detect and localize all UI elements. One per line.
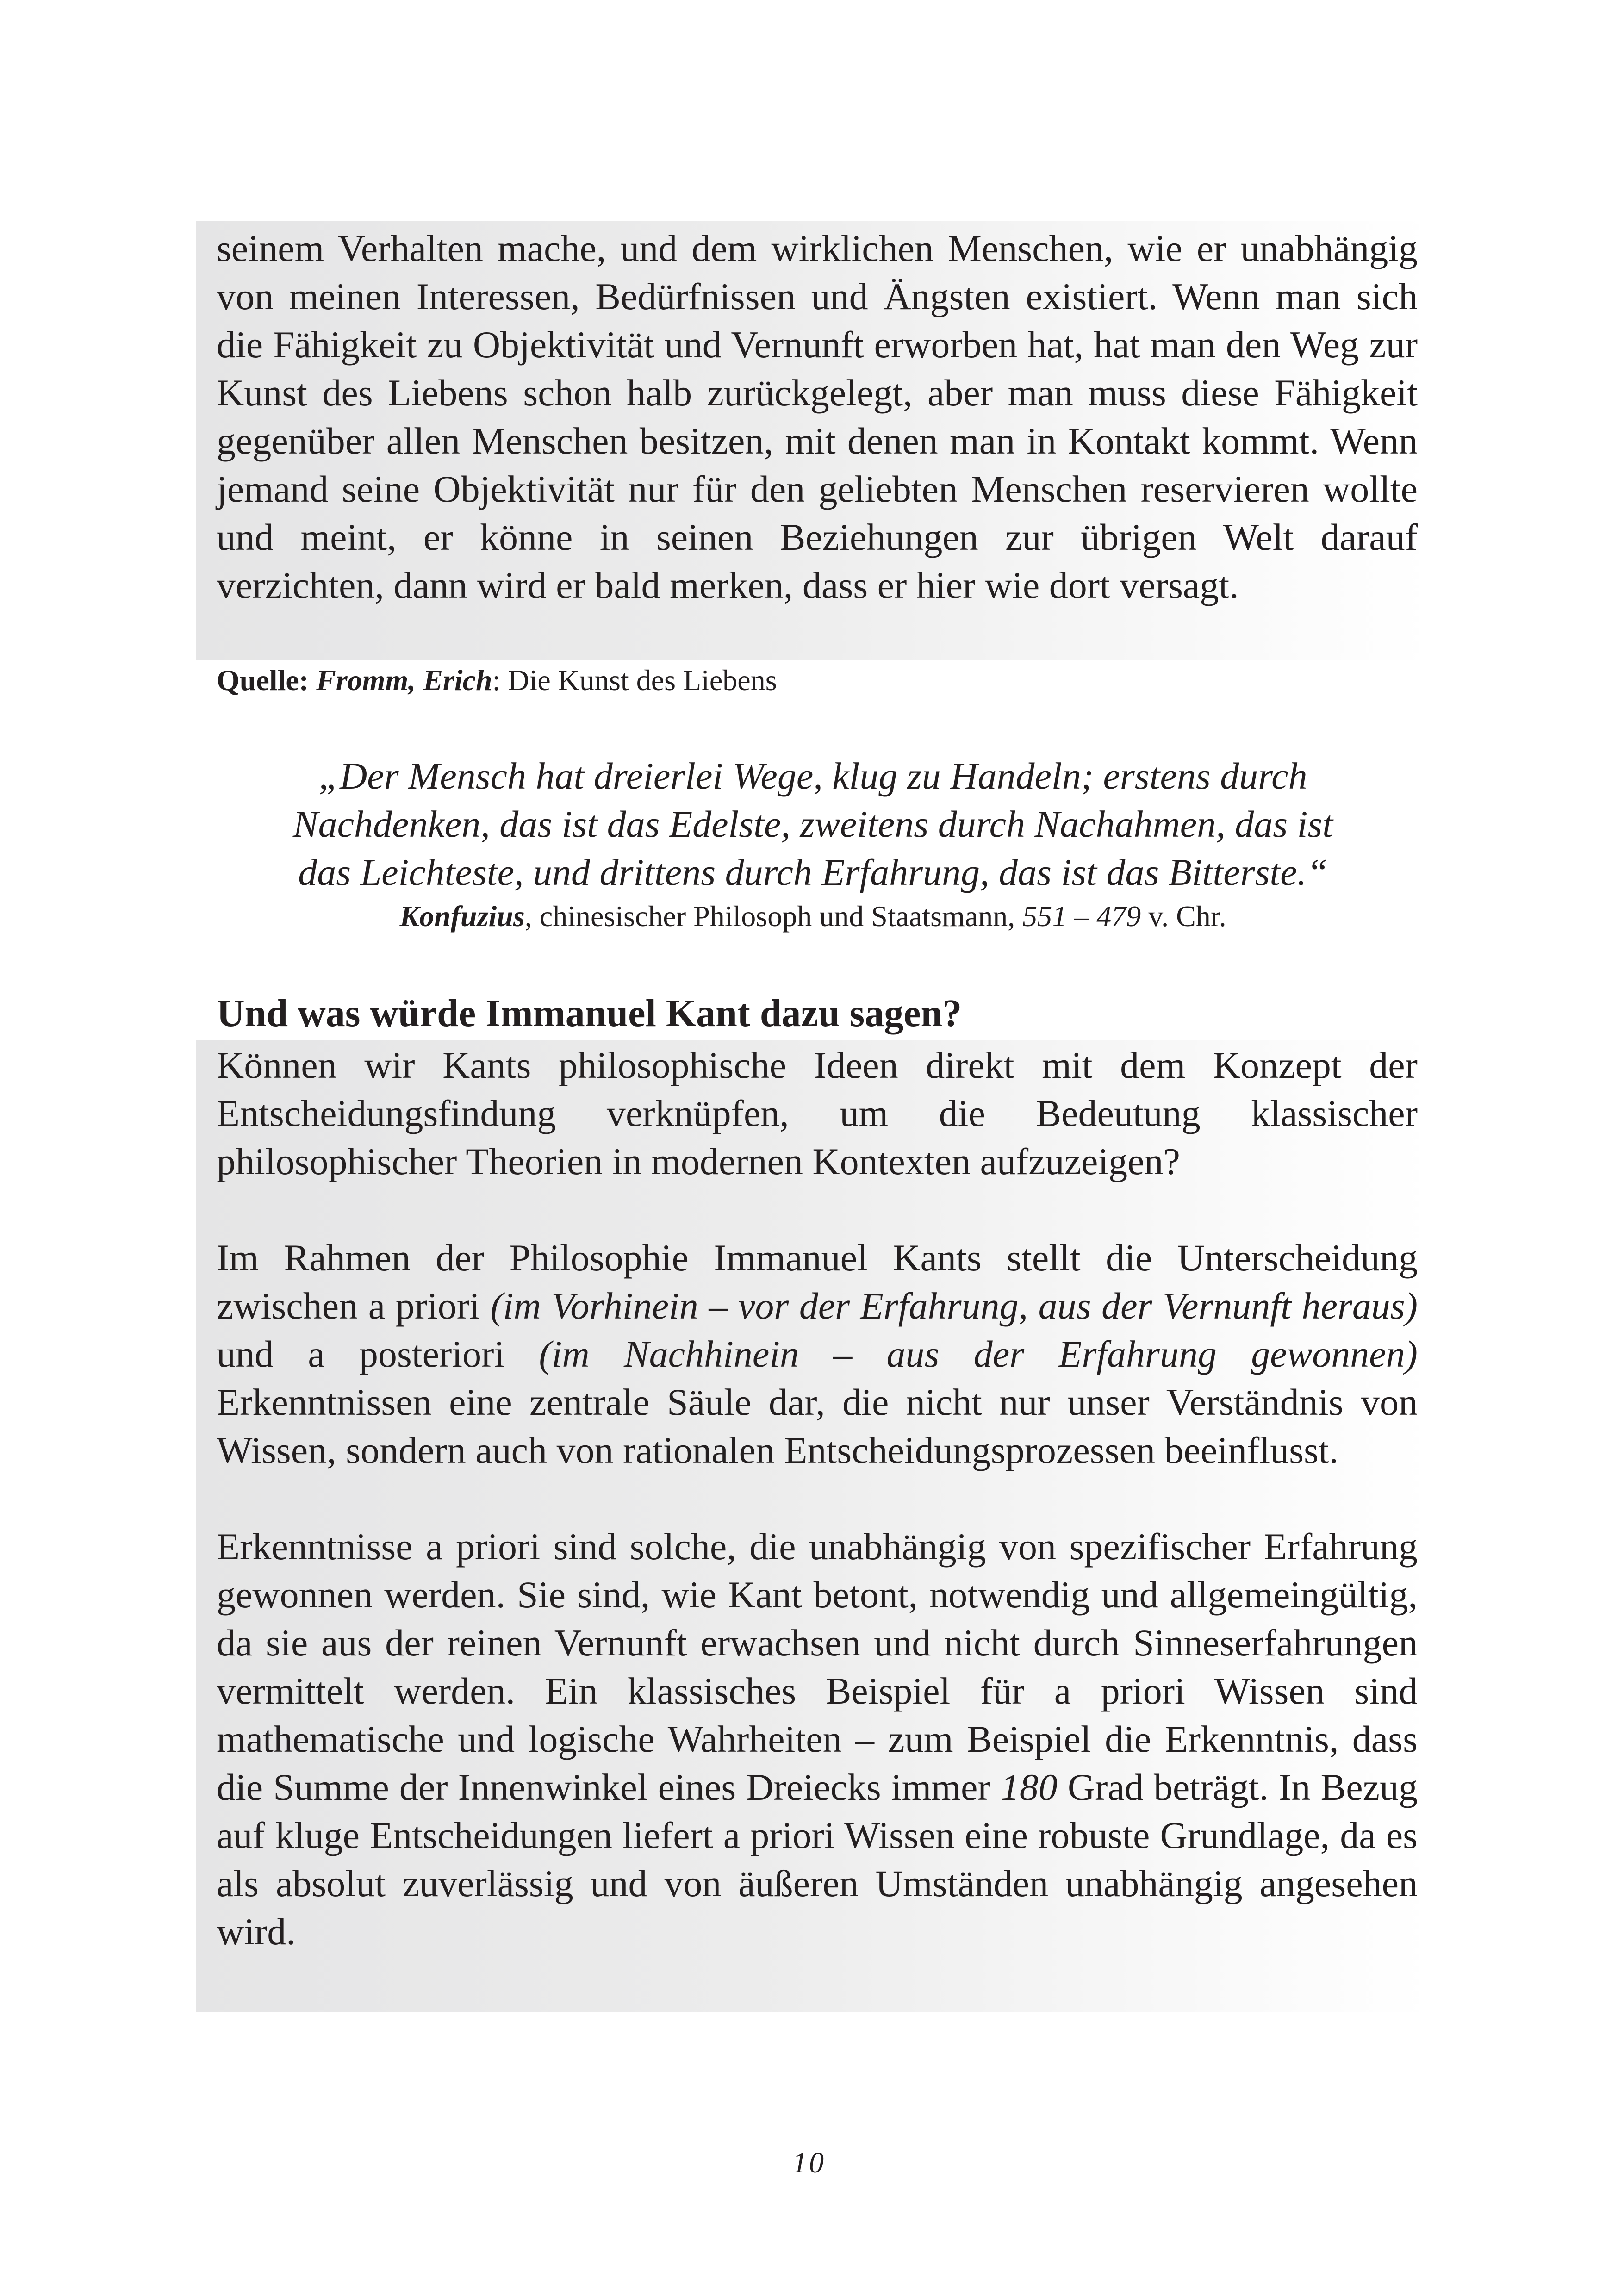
attribution-text: , chinesischer Philosoph und Staatsmann, [524,900,1023,933]
p3-number: 180 [1000,1766,1058,1808]
section-heading: Und was würde Immanuel Kant dazu sagen? [217,992,962,1035]
p3-text-a: Erkenntnisse a priori sind solche, die unabhängig von spezifischer Erfahrung gewonnen werden. Sie sind, wie Kant betont, notwendig und allgemeingültig, da sie aus der reinen Vernunft erwachsen und nicht durch Sinneserfahrungen vermittelt werden. Ein klassisches Beispiel für a priori Wissen sind mathematische und logische Wahrheiten – zum Beispiel die Erkenntnis, dass die Summe der Innenwinkel eines Dreiecks immer [217,1525,1418,1808]
fromm-excerpt [217,224,1418,610]
p2-italic-a-priori: (im Vorhinein – vor der Erfahrung, aus der Vernunft heraus) [490,1285,1418,1327]
quote-line: „Der Mensch hat dreierlei Wege, klug zu Handeln; erstens durch [318,755,1307,797]
attribution-years: 551 – 479 [1022,900,1141,933]
source-label: Quelle: [217,664,309,697]
paragraph-gap [217,1186,1418,1234]
source-line [217,662,777,699]
attribution-suffix: v. Chr. [1141,900,1226,933]
intro-paragraph: Können wir Kants philosophische Ideen direkt mit dem Konzept der Entscheidungsfindung verknüpfen, um die Bedeutung klassischer philosophischer Theorien in modernen Kontexten aufzuzeigen? [217,1044,1418,1182]
paragraph-gap [217,1475,1418,1523]
source-separator: : [492,664,501,697]
source-title: Die Kunst des Liebens [500,664,777,697]
quote-line: das Leichteste, und drittens durch Erfahrung, das ist das Bitterste.“ [298,851,1328,893]
quote-line: Nachdenken, das ist das Edelste, zweitens durch Nachahmen, das ist [292,803,1333,845]
source-author: Fromm, Erich [316,664,492,697]
attribution-name: Konfuzius [399,900,525,933]
quote-attribution [196,898,1430,935]
p2-italic-a-posteriori: (im Nachhinein – aus der Erfahrung gewonnen) [539,1333,1418,1375]
a-priori-posteriori-paragraph [217,1234,1418,1475]
page-number: 10 [792,2146,826,2179]
a-priori-paragraph [217,1523,1418,1956]
confucius-quote [196,752,1430,896]
kant-section-body [217,1041,1418,1956]
p3-text-b: Grad beträgt. In Bezug auf kluge Entscheidungen liefert a priori Wissen eine robuste Grundlage, da es als absolut zuverlässig und von äußeren Umständen unabhängig angesehen wird. [217,1766,1418,1953]
p2-text-a: Im Rahmen der Philosophie Immanuel Kants stellt die Unterscheidung zwischen a priori [217,1237,1418,1327]
p2-text-c: und a posteriori [217,1333,539,1375]
fromm-excerpt-text: seinem Verhalten mache, und dem wirklichen Menschen, wie er unabhängig von meinen Interessen, Bedürfnissen und Ängsten existiert. Wenn man sich die Fähigkeit zu Objektivität und Vernunft erworben hat, hat man den Weg zur Kunst des Liebens schon halb zurückgelegt, aber man muss diese Fähigkeit gegenüber allen Menschen besitzen, mit denen man in Kontakt kommt. Wenn jemand seine Objektivität nur für den geliebten Menschen reservieren wollte und meint, er könne in seinen Beziehungen zur übrigen Welt darauf verzichten, dann wird er bald merken, dass er hier wie dort versagt. [217,227,1418,606]
p2-text-e: Erkenntnissen eine zentrale Säule dar, die nicht nur unser Verständnis von Wissen, sondern auch von rationalen Entscheidungsprozessen beeinflusst. [217,1381,1418,1471]
